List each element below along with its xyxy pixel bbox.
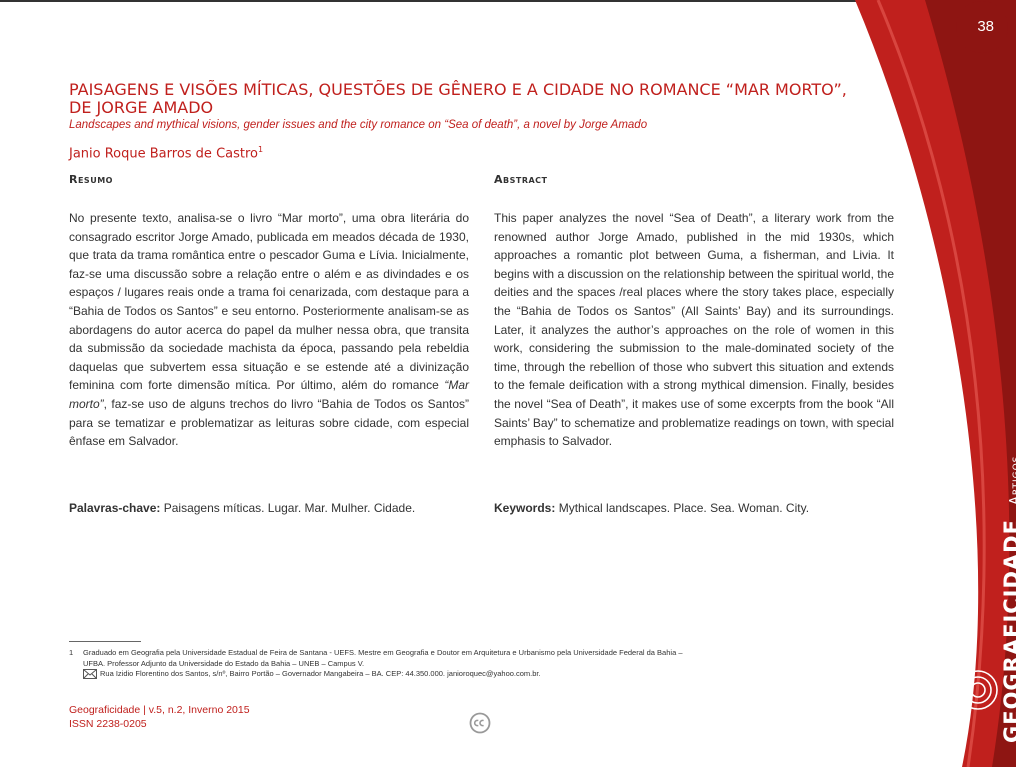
footnote-number: 1 [69, 648, 74, 657]
abstract-keywords-label: Keywords: [494, 501, 556, 515]
footnote-divider [69, 641, 141, 642]
resumo-text-part2: , faz-se uso de alguns trechos do livro “Bahia de Todos os Santos” para se tematizar e problematizar as leituras sobre cidade, com especial ênfase em Salvador. [69, 396, 469, 449]
footnote-line2: UFBA. Professor Adjunto da Universidade do Estado da Bahia – UNEB – Campus V. [83, 658, 365, 668]
author-footnote-marker[interactable]: 1 [258, 145, 264, 154]
journal-footer [69, 703, 250, 731]
journal-brand: GEOGRAFICIDADE [1000, 519, 1024, 743]
author-name: Janio Roque Barros de Castro [69, 146, 258, 162]
abstract-body: This paper analyzes the novel “Sea of Death”, a literary work from the renowned author Jorge Amado, published in the mid 1930s, which approaches a romantic plot between Guma, a fisherman, and Livia. It begins with a discussion on the relationship between the spiritual world, the deities and the spaces /real places where the story takes place, especially the “Bahia de Todos os Santos” (All Saints’ Bay) and its surroundings. Later, it analyzes the author’s approaches on the role of women in this work, considering the submission to the male-dominated society of the time, through the rebellion of those who subvert this situation and extends to the female deification with a strong mythical dimension. Finally, besides the novel “Sea of Death”, it makes use of some excerpts from the book “All Saints’ Bay” to schematize and problematize readings on town, with special emphasis to Salvador. [494, 211, 894, 449]
article-subtitle: Landscapes and mythical visions, gender issues and the city romance on “Sea of death”, a novel by Jorge Amado [69, 119, 648, 131]
mail-icon [83, 669, 97, 679]
abstract-keywords-text: Mythical landscapes. Place. Sea. Woman. City. [555, 501, 810, 515]
resumo-keywords-text: Paisagens míticas. Lugar. Mar. Mulher. Cidade. [160, 501, 416, 515]
journal-citation: Geograficidade | v.5, n.2, Inverno 2015 [69, 704, 250, 716]
resumo-keywords [69, 501, 415, 515]
abstract-heading: Abstract [494, 173, 548, 186]
abstract-keywords [494, 501, 809, 515]
resumo-body [69, 209, 469, 451]
footnote-affiliation: Graduado em Geografia pela Universidade Estadual de Feira de Santana - UEFS. Mestre em Geografia e Doutor em Arquitetura e Urbanismo pela Universidade Federal da Bahia – [83, 648, 683, 657]
resumo-heading: Resumo [69, 173, 113, 186]
creative-commons-icon[interactable] [469, 712, 491, 734]
footnote [69, 648, 899, 680]
footnote-address-line [69, 669, 899, 680]
article-author [69, 145, 263, 161]
page-number: 38 [977, 18, 994, 35]
article-title: PAISAGENS E VISÕES MÍTICAS, QUESTÕES DE GÊNERO E A CIDADE NO ROMANCE “MAR MORTO”, DE JORGE AMADO [69, 80, 847, 117]
section-tag: Artigos [1008, 455, 1023, 506]
sidebar-label [1000, 456, 1024, 743]
resumo-text-part1: No presente texto, analisa-se o livro “Mar morto”, uma obra literária do consagrado escritor Jorge Amado, publicada em meados década de 1930, que trata da trama romântica entre o pescador Guma e Lívia. Inicialmente, faz-se uma discussão sobre a relação entre o além e as divindades e os espaços / lugares reais onde a trama foi cenarizada, com destaque para a “Bahia de Todos os Santos” e seu entorno. Posteriormente analisam-se as abordagens do autor acerca do papel da mulher nessa obra, que transita da submissão da sociedade machista da época, passando pela rebeldia daquelas que subvertem essa situação e se estende até a divinização feminina com forte dimensão mítica. Por último, além do romance [69, 211, 469, 393]
footnote-address: Rua Izidio Florentino dos Santos, s/nº, Bairro Portão – Governador Mangabeira – BA. CEP: 44.350.000. janioroquec@yahoo.com.br. [100, 669, 541, 678]
resumo-text-italic: “Mar morto” [69, 378, 469, 411]
footnote-line1 [69, 648, 899, 659]
journal-issn: ISSN 2238-0205 [69, 718, 147, 730]
resumo-keywords-label: Palavras-chave: [69, 501, 161, 515]
